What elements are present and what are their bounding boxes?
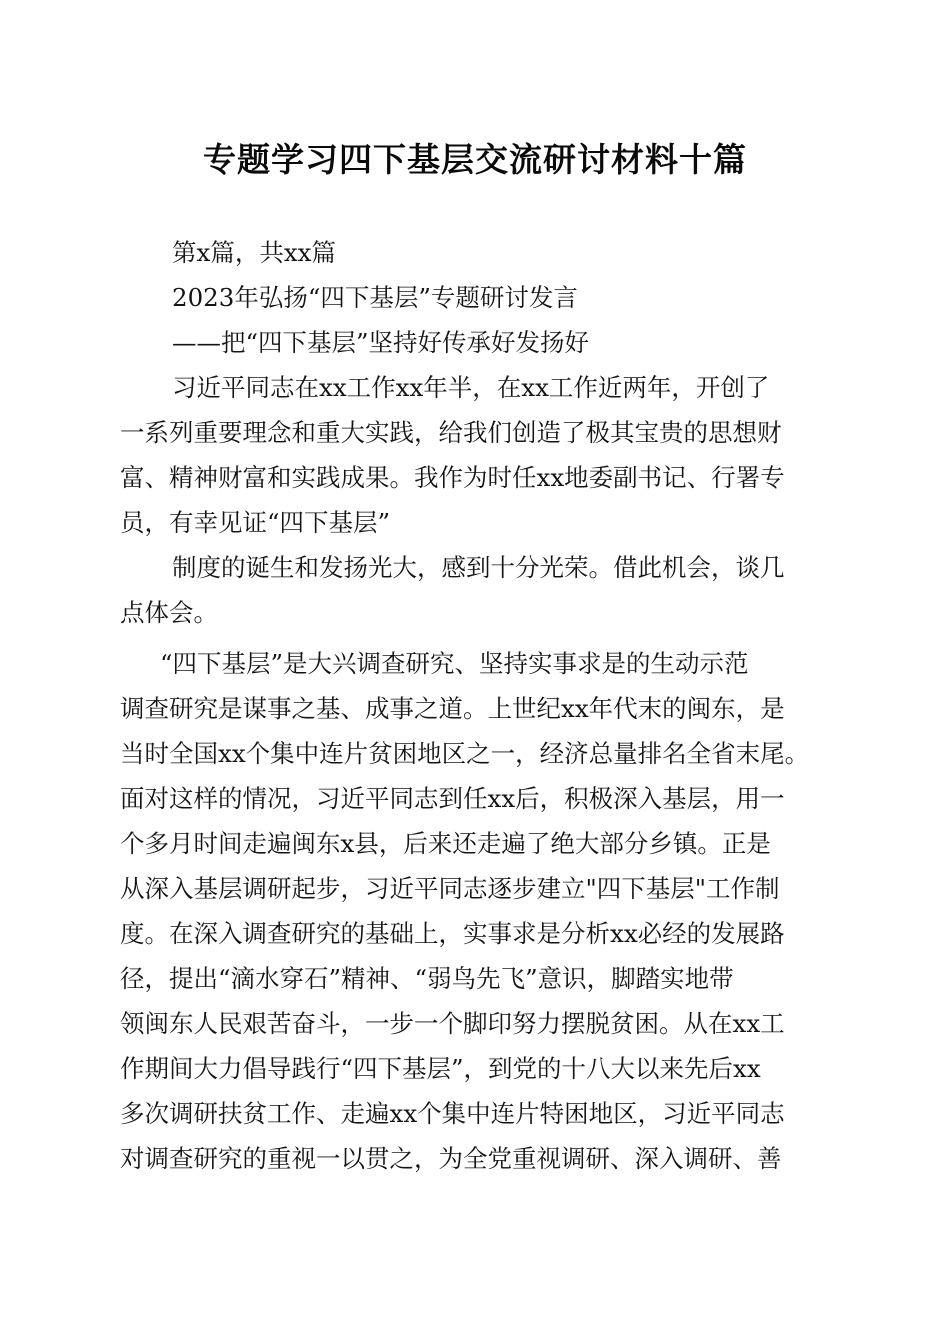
text-line: 对调查研究的重视一以贯之，为全党重视调研、深入调研、善: [120, 1144, 782, 1173]
text-line: 个多月时间走遍闽东x县，后来还走遍了绝大部分乡镇。正是: [120, 829, 771, 858]
text-line: ——把“四下基层”坚持好传承好发扬好: [172, 328, 590, 357]
text-line: 一系列重要理念和重大实践，给我们创造了极其宝贵的思想财: [120, 418, 782, 447]
text-line: 作期间大力倡导践行“四下基层”，到党的十八大以来先后xx: [120, 1054, 761, 1083]
text-line: 从深入基层调研起步，习近平同志逐步建立"四下基层"工作制: [120, 874, 780, 903]
text-line: 员，有幸见证“四下基层”: [120, 508, 391, 537]
text-line: 领闽东人民艰苦奋斗，一步一个脚印努力摆脱贫困。从在xx工: [120, 1009, 785, 1038]
text-line: 制度的诞生和发扬光大，感到十分光荣。借此机会，谈几: [172, 553, 785, 582]
text-line: 当时全国xx个集中连片贫困地区之一，经济总量排名全省末尾。: [120, 739, 810, 768]
text-line: 2023年弘扬“四下基层”专题研讨发言: [172, 283, 578, 312]
text-line: 面对这样的情况，习近平同志到任xx后，积极深入基层，用一: [120, 784, 785, 813]
text-line: “四下基层”是大兴调查研究、坚持实事求是的生动示范: [160, 649, 749, 678]
document-body: [120, 230, 830, 1181]
text-line: 多次调研扶贫工作、走遍xx个集中连片特困地区，习近平同志: [120, 1099, 785, 1128]
text-line: 调查研究是谋事之基、成事之道。上世纪xx年代末的闽东，是: [120, 694, 785, 723]
text-line: 点体会。: [120, 598, 218, 627]
document-title: 专题学习四下基层交流研讨材料十篇: [203, 140, 747, 179]
text-line: 富、精神财富和实践成果。我作为时任xx地委副书记、行署专: [120, 463, 785, 492]
text-line: 习近平同志在xx工作xx年半，在xx工作近两年，开创了: [172, 373, 770, 402]
text-line: 第x篇，共xx篇: [172, 238, 336, 267]
text-line: 径，提出“滴水穿石”精神、“弱鸟先飞”意识，脚踏实地带: [120, 964, 734, 993]
text-line: 度。在深入调查研究的基础上，实事求是分析xx必经的发展路: [120, 919, 785, 948]
